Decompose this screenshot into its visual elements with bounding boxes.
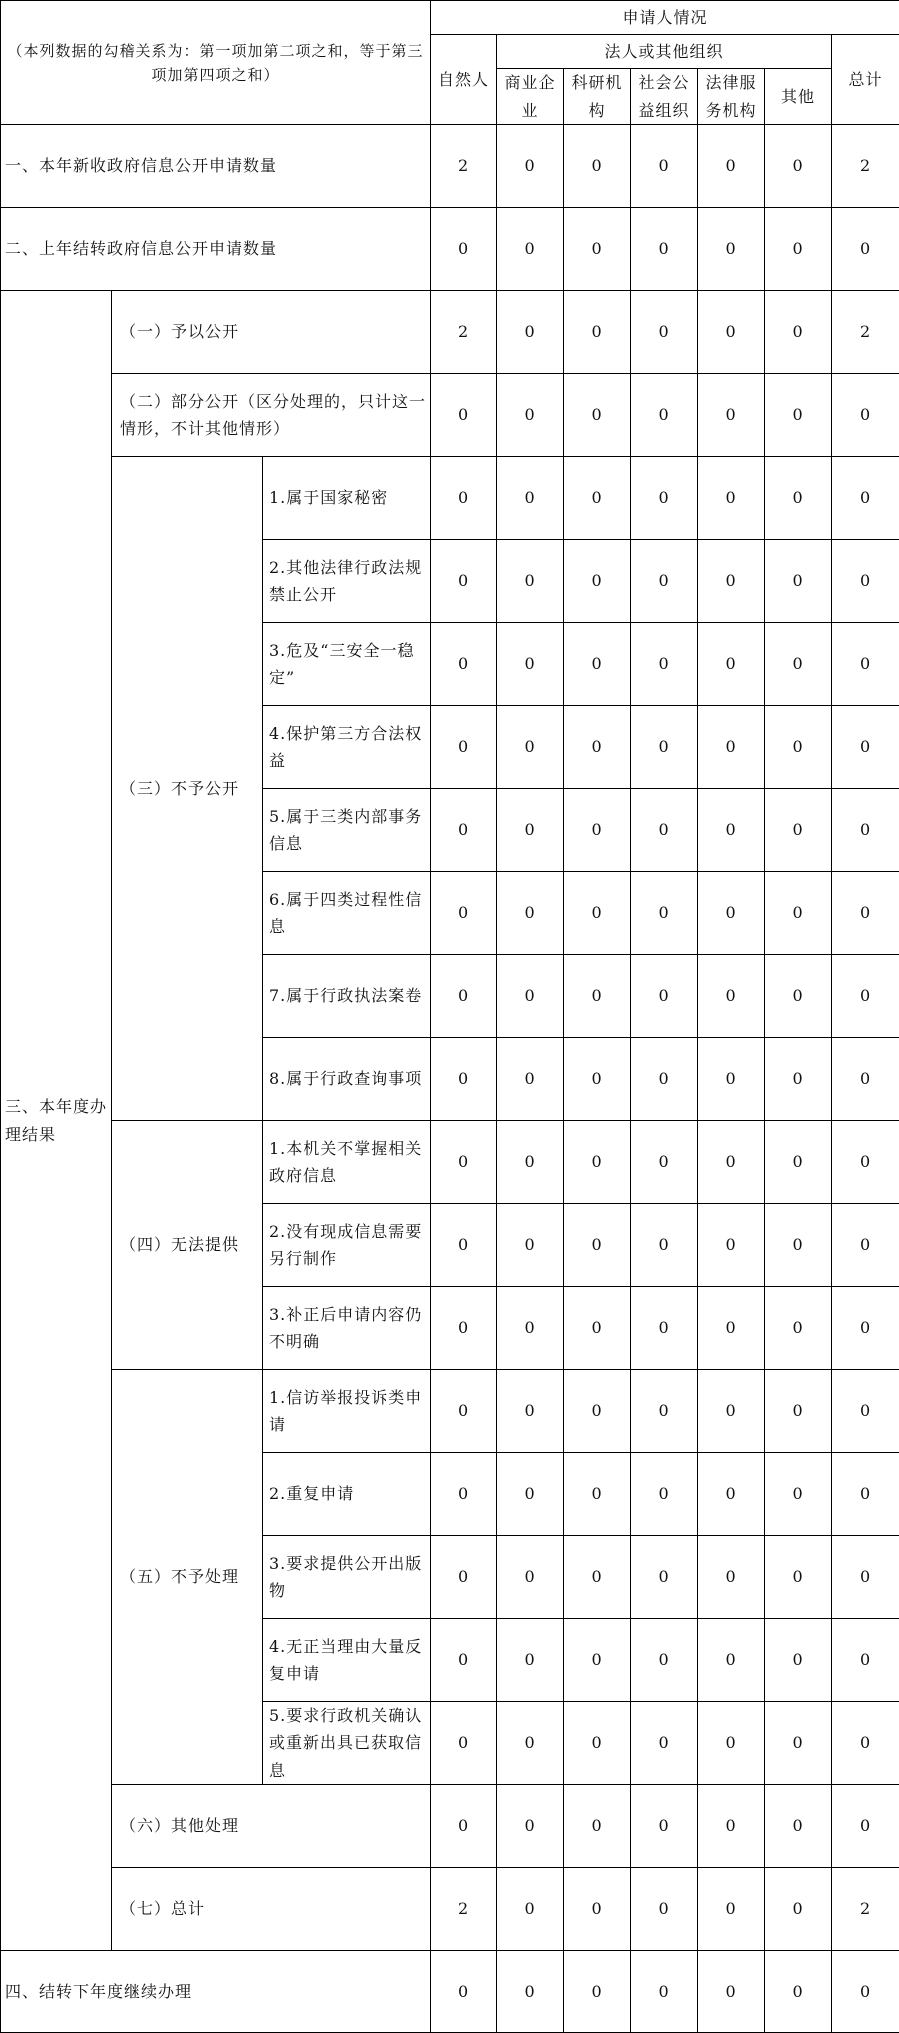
value-cell: 0 bbox=[431, 1121, 497, 1204]
value-cell: 0 bbox=[631, 955, 698, 1038]
value-cell: 0 bbox=[631, 706, 698, 789]
value-cell: 2 bbox=[832, 291, 899, 374]
value-cell: 2 bbox=[832, 1868, 899, 1951]
value-cell: 0 bbox=[564, 1121, 631, 1204]
value-cell: 0 bbox=[564, 623, 631, 706]
value-cell: 0 bbox=[431, 540, 497, 623]
value-cell: 0 bbox=[431, 1619, 497, 1702]
subgroup-label: （三）不予公开 bbox=[112, 457, 263, 1121]
value-cell: 0 bbox=[832, 540, 899, 623]
value-cell: 0 bbox=[698, 208, 765, 291]
value-cell: 0 bbox=[631, 1038, 698, 1121]
row-label: 8.属于行政查询事项 bbox=[263, 1038, 431, 1121]
value-cell: 0 bbox=[631, 125, 698, 208]
value-cell: 0 bbox=[497, 623, 564, 706]
value-cell: 0 bbox=[765, 1038, 832, 1121]
value-cell: 0 bbox=[497, 1868, 564, 1951]
col-header-public-welfare: 社会公益组织 bbox=[631, 69, 698, 125]
value-cell: 0 bbox=[497, 1038, 564, 1121]
value-cell: 0 bbox=[698, 1204, 765, 1287]
row-label: 5.要求行政机关确认或重新出具已获取信息 bbox=[263, 1702, 431, 1785]
value-cell: 0 bbox=[631, 208, 698, 291]
value-cell: 0 bbox=[497, 1287, 564, 1370]
value-cell: 0 bbox=[698, 374, 765, 457]
value-cell: 0 bbox=[564, 1868, 631, 1951]
value-cell: 0 bbox=[564, 1204, 631, 1287]
value-cell: 0 bbox=[431, 789, 497, 872]
value-cell: 0 bbox=[832, 1951, 899, 2033]
table-row bbox=[1, 208, 899, 291]
value-cell: 2 bbox=[431, 125, 497, 208]
relation-note: （本列数据的勾稽关系为：第一项加第二项之和，等于第三项加第四项之和） bbox=[1, 1, 431, 125]
row-label: 3.补正后申请内容仍不明确 bbox=[263, 1287, 431, 1370]
value-cell: 0 bbox=[497, 1702, 564, 1785]
value-cell: 0 bbox=[431, 623, 497, 706]
value-cell: 0 bbox=[832, 1619, 899, 1702]
value-cell: 0 bbox=[765, 1619, 832, 1702]
value-cell: 0 bbox=[497, 1619, 564, 1702]
natural-person-header: 自然人 bbox=[431, 35, 497, 125]
row-label: 2.其他法律行政法规禁止公开 bbox=[263, 540, 431, 623]
value-cell: 0 bbox=[765, 1453, 832, 1536]
value-cell: 0 bbox=[631, 789, 698, 872]
value-cell: 0 bbox=[564, 1453, 631, 1536]
row-label: 1.属于国家秘密 bbox=[263, 457, 431, 540]
value-cell: 0 bbox=[564, 374, 631, 457]
value-cell: 0 bbox=[765, 1370, 832, 1453]
value-cell: 0 bbox=[832, 1370, 899, 1453]
value-cell: 0 bbox=[832, 955, 899, 1038]
value-cell: 0 bbox=[431, 1453, 497, 1536]
subgroup-label: （五）不予处理 bbox=[112, 1370, 263, 1785]
value-cell: 0 bbox=[431, 1951, 497, 2033]
value-cell: 0 bbox=[832, 1453, 899, 1536]
value-cell: 0 bbox=[497, 1951, 564, 2033]
value-cell: 0 bbox=[431, 374, 497, 457]
row-label: 二、上年结转政府信息公开申请数量 bbox=[1, 208, 431, 291]
value-cell: 0 bbox=[431, 1038, 497, 1121]
value-cell: 0 bbox=[631, 1204, 698, 1287]
value-cell: 0 bbox=[564, 872, 631, 955]
value-cell: 0 bbox=[564, 1038, 631, 1121]
value-cell: 0 bbox=[564, 1951, 631, 2033]
value-cell: 0 bbox=[497, 125, 564, 208]
value-cell: 0 bbox=[832, 872, 899, 955]
value-cell: 0 bbox=[564, 1370, 631, 1453]
value-cell: 0 bbox=[431, 1702, 497, 1785]
table-row bbox=[1, 1785, 899, 1868]
value-cell: 0 bbox=[631, 1702, 698, 1785]
value-cell: 0 bbox=[631, 374, 698, 457]
value-cell: 0 bbox=[698, 125, 765, 208]
value-cell: 0 bbox=[832, 1038, 899, 1121]
subgroup-label: （四）无法提供 bbox=[112, 1121, 263, 1370]
legal-entity-header: 法人或其他组织 bbox=[497, 35, 832, 69]
row-label: （二）部分公开（区分处理的，只计这一情形，不计其他情形） bbox=[112, 374, 431, 457]
row-label: 1.信访举报投诉类申请 bbox=[263, 1370, 431, 1453]
row-label: 2.没有现成信息需要另行制作 bbox=[263, 1204, 431, 1287]
row-label: 3.危及“三安全一稳定” bbox=[263, 623, 431, 706]
value-cell: 0 bbox=[564, 457, 631, 540]
value-cell: 0 bbox=[698, 1038, 765, 1121]
value-cell: 0 bbox=[497, 1121, 564, 1204]
value-cell: 0 bbox=[765, 208, 832, 291]
value-cell: 2 bbox=[832, 125, 899, 208]
value-cell: 0 bbox=[698, 1536, 765, 1619]
table-row bbox=[1, 1868, 899, 1951]
value-cell: 0 bbox=[698, 1370, 765, 1453]
table-row bbox=[1, 1121, 899, 1204]
applicant-header: 申请人情况 bbox=[431, 1, 899, 35]
row-label: 6.属于四类过程性信息 bbox=[263, 872, 431, 955]
value-cell: 0 bbox=[698, 706, 765, 789]
group-label: 三、本年度办理结果 bbox=[1, 291, 112, 1951]
value-cell: 0 bbox=[631, 1868, 698, 1951]
value-cell: 0 bbox=[698, 1287, 765, 1370]
value-cell: 0 bbox=[631, 291, 698, 374]
value-cell: 0 bbox=[431, 1287, 497, 1370]
value-cell: 0 bbox=[832, 1287, 899, 1370]
value-cell: 0 bbox=[431, 955, 497, 1038]
row-label: （一）予以公开 bbox=[112, 291, 431, 374]
value-cell: 0 bbox=[832, 208, 899, 291]
value-cell: 0 bbox=[497, 291, 564, 374]
value-cell: 0 bbox=[497, 1785, 564, 1868]
value-cell: 0 bbox=[631, 1619, 698, 1702]
value-cell: 0 bbox=[631, 1951, 698, 2033]
value-cell: 0 bbox=[765, 955, 832, 1038]
value-cell: 0 bbox=[631, 1370, 698, 1453]
row-label: 7.属于行政执法案卷 bbox=[263, 955, 431, 1038]
row-label: 四、结转下年度继续办理 bbox=[1, 1951, 431, 2033]
value-cell: 0 bbox=[765, 1702, 832, 1785]
value-cell: 0 bbox=[564, 955, 631, 1038]
value-cell: 0 bbox=[631, 1121, 698, 1204]
value-cell: 0 bbox=[497, 955, 564, 1038]
total-header: 总计 bbox=[832, 35, 899, 125]
value-cell: 0 bbox=[497, 457, 564, 540]
value-cell: 0 bbox=[431, 1536, 497, 1619]
value-cell: 0 bbox=[631, 1287, 698, 1370]
value-cell: 0 bbox=[832, 623, 899, 706]
value-cell: 0 bbox=[698, 457, 765, 540]
value-cell: 0 bbox=[698, 955, 765, 1038]
value-cell: 0 bbox=[497, 208, 564, 291]
value-cell: 0 bbox=[431, 1370, 497, 1453]
value-cell: 0 bbox=[832, 1536, 899, 1619]
row-label: 一、本年新收政府信息公开申请数量 bbox=[1, 125, 431, 208]
row-label: 3.要求提供公开出版物 bbox=[263, 1536, 431, 1619]
value-cell: 0 bbox=[431, 706, 497, 789]
value-cell: 0 bbox=[631, 872, 698, 955]
value-cell: 0 bbox=[497, 706, 564, 789]
value-cell: 0 bbox=[765, 374, 832, 457]
value-cell: 2 bbox=[431, 1868, 497, 1951]
value-cell: 0 bbox=[698, 872, 765, 955]
value-cell: 0 bbox=[765, 1785, 832, 1868]
table-row bbox=[1, 1370, 899, 1453]
value-cell: 0 bbox=[765, 706, 832, 789]
col-header-legal-service: 法律服务机构 bbox=[698, 69, 765, 125]
value-cell: 0 bbox=[832, 1204, 899, 1287]
value-cell: 2 bbox=[431, 291, 497, 374]
row-label: （七）总计 bbox=[112, 1868, 431, 1951]
row-label: 4.无正当理由大量反复申请 bbox=[263, 1619, 431, 1702]
value-cell: 0 bbox=[631, 623, 698, 706]
row-label: （六）其他处理 bbox=[112, 1785, 431, 1868]
value-cell: 0 bbox=[564, 291, 631, 374]
value-cell: 0 bbox=[564, 540, 631, 623]
value-cell: 0 bbox=[431, 457, 497, 540]
row-label: 2.重复申请 bbox=[263, 1453, 431, 1536]
value-cell: 0 bbox=[765, 1121, 832, 1204]
value-cell: 0 bbox=[631, 1785, 698, 1868]
value-cell: 0 bbox=[765, 1951, 832, 2033]
value-cell: 0 bbox=[698, 623, 765, 706]
table-row bbox=[1, 125, 899, 208]
value-cell: 0 bbox=[832, 457, 899, 540]
value-cell: 0 bbox=[431, 208, 497, 291]
value-cell: 0 bbox=[431, 1785, 497, 1868]
table-row bbox=[1, 374, 899, 457]
value-cell: 0 bbox=[765, 623, 832, 706]
value-cell: 0 bbox=[698, 1121, 765, 1204]
value-cell: 0 bbox=[765, 291, 832, 374]
value-cell: 0 bbox=[832, 1702, 899, 1785]
value-cell: 0 bbox=[698, 1702, 765, 1785]
value-cell: 0 bbox=[698, 1951, 765, 2033]
value-cell: 0 bbox=[631, 540, 698, 623]
value-cell: 0 bbox=[497, 1204, 564, 1287]
value-cell: 0 bbox=[698, 1619, 765, 1702]
value-cell: 0 bbox=[765, 1287, 832, 1370]
value-cell: 0 bbox=[497, 1370, 564, 1453]
table-row bbox=[1, 457, 899, 540]
value-cell: 0 bbox=[765, 1868, 832, 1951]
row-label: 5.属于三类内部事务信息 bbox=[263, 789, 431, 872]
value-cell: 0 bbox=[765, 1204, 832, 1287]
value-cell: 0 bbox=[765, 789, 832, 872]
table-row bbox=[1, 1951, 899, 2033]
value-cell: 0 bbox=[497, 540, 564, 623]
value-cell: 0 bbox=[564, 208, 631, 291]
value-cell: 0 bbox=[832, 374, 899, 457]
value-cell: 0 bbox=[564, 1785, 631, 1868]
value-cell: 0 bbox=[431, 872, 497, 955]
table-row bbox=[1, 291, 899, 374]
value-cell: 0 bbox=[765, 457, 832, 540]
value-cell: 0 bbox=[497, 1536, 564, 1619]
value-cell: 0 bbox=[832, 706, 899, 789]
value-cell: 0 bbox=[765, 872, 832, 955]
value-cell: 0 bbox=[698, 1868, 765, 1951]
value-cell: 0 bbox=[631, 1453, 698, 1536]
value-cell: 0 bbox=[698, 789, 765, 872]
value-cell: 0 bbox=[765, 1536, 832, 1619]
value-cell: 0 bbox=[698, 540, 765, 623]
col-header-research: 科研机构 bbox=[564, 69, 631, 125]
col-header-business: 商业企业 bbox=[497, 69, 564, 125]
value-cell: 0 bbox=[765, 540, 832, 623]
value-cell: 0 bbox=[497, 374, 564, 457]
value-cell: 0 bbox=[631, 457, 698, 540]
value-cell: 0 bbox=[832, 1121, 899, 1204]
value-cell: 0 bbox=[564, 706, 631, 789]
value-cell: 0 bbox=[564, 1702, 631, 1785]
value-cell: 0 bbox=[431, 1204, 497, 1287]
value-cell: 0 bbox=[698, 1453, 765, 1536]
value-cell: 0 bbox=[564, 1287, 631, 1370]
value-cell: 0 bbox=[832, 789, 899, 872]
value-cell: 0 bbox=[564, 789, 631, 872]
row-label: 4.保护第三方合法权益 bbox=[263, 706, 431, 789]
col-header-other: 其他 bbox=[765, 69, 832, 125]
value-cell: 0 bbox=[564, 1536, 631, 1619]
value-cell: 0 bbox=[564, 125, 631, 208]
value-cell: 0 bbox=[497, 1453, 564, 1536]
value-cell: 0 bbox=[765, 125, 832, 208]
value-cell: 0 bbox=[832, 1785, 899, 1868]
row-label: 1.本机关不掌握相关政府信息 bbox=[263, 1121, 431, 1204]
value-cell: 0 bbox=[698, 291, 765, 374]
value-cell: 0 bbox=[698, 1785, 765, 1868]
value-cell: 0 bbox=[631, 1536, 698, 1619]
value-cell: 0 bbox=[564, 1619, 631, 1702]
value-cell: 0 bbox=[497, 872, 564, 955]
value-cell: 0 bbox=[497, 789, 564, 872]
